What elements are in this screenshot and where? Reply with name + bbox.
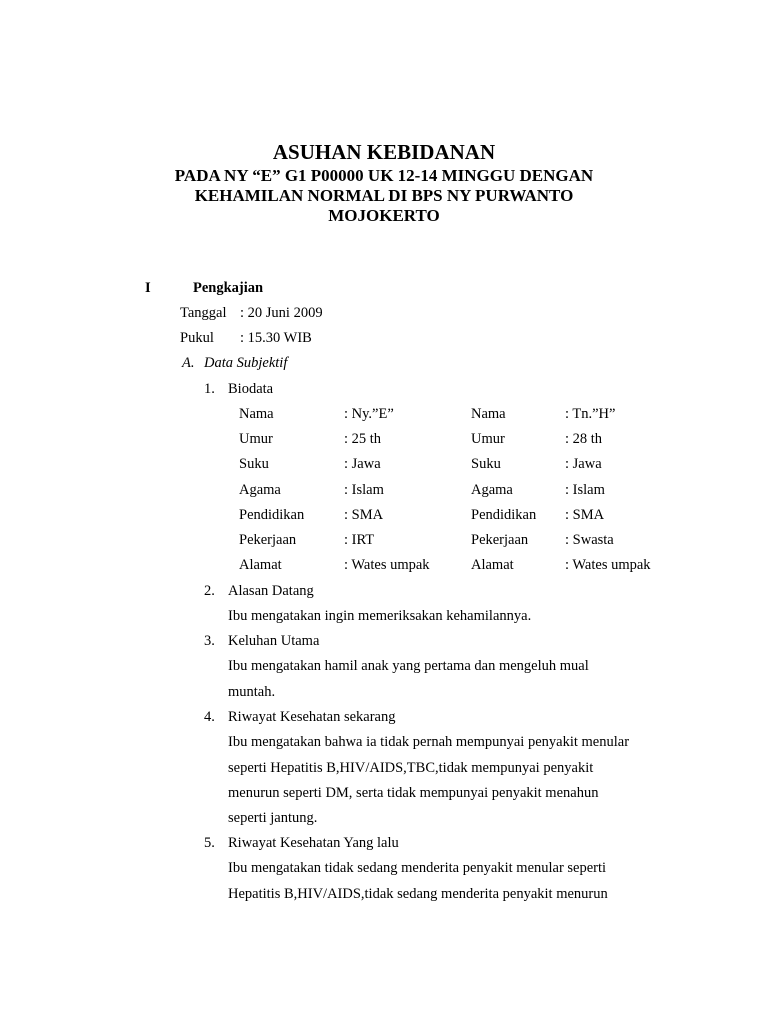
item-3-title: Keluhan Utama [228, 633, 320, 649]
biodata-label-husband: Nama [471, 406, 506, 422]
biodata-value-wife: : Ny.”E” [344, 406, 394, 422]
item-4-body-line: Ibu mengatakan bahwa ia tidak pernah mempunyai penyakit menular [228, 734, 630, 750]
biodata-label-wife: Pendidikan [239, 507, 305, 523]
tanggal-label: Tanggal [180, 305, 227, 321]
item-5-number: 5. [204, 835, 215, 851]
item-4-title: Riwayat Kesehatan sekarang [228, 709, 396, 725]
item-5-body-line: Hepatitis B,HIV/AIDS,tidak sedang menderita penyakit menurun [228, 886, 608, 902]
item-3-body-line: muntah. [228, 684, 276, 700]
biodata-label-husband: Umur [471, 431, 505, 447]
biodata-value-husband: : Swasta [565, 532, 614, 548]
biodata-label-wife: Nama [239, 406, 274, 422]
item-5-body-line: Ibu mengatakan tidak sedang menderita penyakit menular seperti [228, 860, 607, 876]
biodata-label-wife: Suku [239, 456, 269, 472]
biodata-value-wife: : Islam [344, 482, 384, 498]
biodata-value-husband: : 28 th [565, 431, 603, 447]
biodata-label-wife: Agama [239, 482, 281, 498]
subsection-letter: A. [182, 355, 195, 371]
pukul-label: Pukul [180, 330, 214, 346]
biodata-label-husband: Pekerjaan [471, 532, 529, 548]
item-4-body-line: seperti Hepatitis B,HIV/AIDS,TBC,tidak mempunyai penyakit [228, 760, 594, 776]
item-2-body-line: Ibu mengatakan ingin memeriksakan kehamilannya. [228, 608, 532, 624]
section-number: I [145, 280, 151, 296]
biodata-value-husband: : SMA [565, 507, 605, 523]
item-5-title: Riwayat Kesehatan Yang lalu [228, 835, 399, 851]
document-title: ASUHAN KEBIDANAN [272, 140, 496, 164]
item-4-body-line: menurun seperti DM, serta tidak mempunyai penyakit menahun [228, 785, 599, 801]
document-subtitle-line-2: KEHAMILAN NORMAL DI BPS NY PURWANTO [194, 186, 574, 205]
biodata-label-wife: Alamat [239, 557, 282, 573]
item-3-number: 3. [204, 633, 215, 649]
biodata-value-wife: : Jawa [344, 456, 381, 472]
biodata-value-wife: : SMA [344, 507, 384, 523]
biodata-label-wife: Pekerjaan [239, 532, 297, 548]
item-2-number: 2. [204, 583, 215, 599]
biodata-label-wife: Umur [239, 431, 273, 447]
document-subtitle-line-1: PADA NY “E” G1 P00000 UK 12-14 MINGGU DENGAN [174, 166, 594, 185]
section-title: Pengkajian [193, 280, 264, 296]
document-title-block [0, 140, 768, 226]
biodata-value-wife: : Wates umpak [344, 557, 430, 573]
item-4-number: 4. [204, 709, 215, 725]
biodata-label-husband: Pendidikan [471, 507, 537, 523]
biodata-label-husband: Alamat [471, 557, 514, 573]
tanggal-value: : 20 Juni 2009 [240, 305, 323, 321]
biodata-label-husband: Agama [471, 482, 513, 498]
document-subtitle-line-3: MOJOKERTO [328, 206, 440, 225]
biodata-value-husband: : Islam [565, 482, 605, 498]
biodata-value-wife: : 25 th [344, 431, 382, 447]
biodata-value-wife: : IRT [344, 532, 375, 548]
item-4-body-line: seperti jantung. [228, 810, 318, 826]
biodata-value-husband: : Wates umpak [565, 557, 651, 573]
biodata-value-husband: : Jawa [565, 456, 602, 472]
item-1-number: 1. [204, 381, 215, 397]
item-3-body-line: Ibu mengatakan hamil anak yang pertama dan mengeluh mual [228, 658, 589, 674]
biodata-value-husband: : Tn.”H” [565, 406, 616, 422]
pukul-value: : 15.30 WIB [240, 330, 312, 346]
biodata-label-husband: Suku [471, 456, 501, 472]
subsection-title: Data Subjektif [204, 355, 288, 371]
item-1-title: Biodata [228, 381, 274, 397]
item-2-title: Alasan Datang [228, 583, 314, 599]
